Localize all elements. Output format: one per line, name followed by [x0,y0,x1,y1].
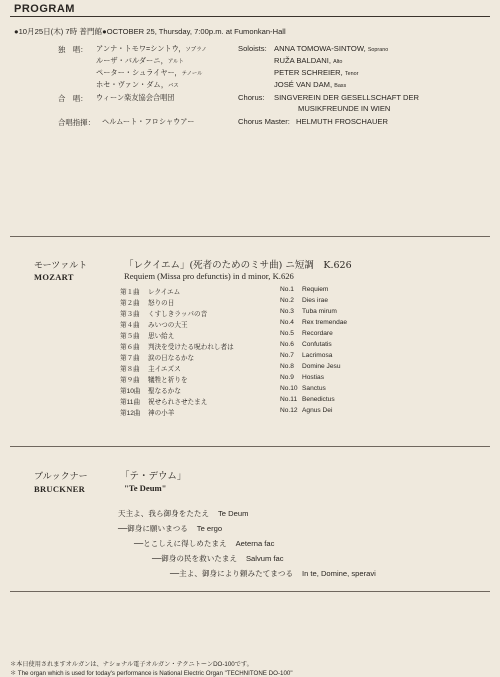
movement-label: 第３曲 [120,311,140,318]
movement-jp: みいつの大王 [148,322,188,329]
program-title: PROGRAM [14,3,75,15]
footer-note-jp: ＊本日使用されますオルガンは、ナショナル電子オルガン・テクニトーンDO-100です。 [10,661,253,668]
movement-name: Benedictus [302,396,335,403]
bruckner-title-en: "Te Deum" [124,483,167,493]
movement-jp: 判決を受けたる呪われし者は [148,344,234,351]
movement-jp: 神の小羊 [148,410,175,417]
te-deum-line: ──御身の民を救いたまえ Salvum fac [152,554,284,563]
movement-no: No.4 [280,319,294,326]
movement-jp: レクイエム [148,289,181,296]
chorus-master-jp: ヘルムート・フロシャウアー [102,117,195,126]
movement-jp: 聖なるかな [148,388,181,395]
movement-label: 第４曲 [120,322,140,329]
movement-jp: くすしきラッパの音 [148,311,208,318]
te-deum-line: ──御身に願いまつる Te ergo [118,524,223,533]
mozart-composer-jp: モーツァルト [34,261,88,271]
soloist-jp: ホセ・ヴァン・ダム，バス [96,80,179,89]
movement-name: Requiem [302,286,329,293]
movement-no: No.3 [280,308,294,315]
chorus-master-label-jp: 合唱指揮： [58,118,95,127]
chorus-label-en: Chorus: [238,93,265,102]
te-deum-line: ──主よ、御身により頼みたてまつる In te, Domine, speravi [170,569,376,578]
soloist-jp: アンナ・トモワ=シントウ，ソプラノ [96,44,207,53]
soloist-jp: ルーザ・バルダーニ，アルト [96,56,184,65]
movement-name: Sanctus [302,385,326,392]
footer-note-en: ＊ The organ which is used for today's performance is National Electric Organ "TECHNITONE DO-100" [10,670,293,677]
movement-jp: 怒りの日 [148,300,175,307]
movement-label: 第１曲 [120,289,140,296]
movement-jp: 主イエズス [148,366,181,373]
movement-no: No.1 [280,286,294,293]
movement-label: 第６曲 [120,344,140,351]
soloist-jp: ペーター・シュライヤー，テノール [96,68,203,77]
movement-label: 第９曲 [120,377,140,384]
section-divider [10,236,490,237]
soloist-en: ANNA TOMOWA-SINTOW, Soprano [274,44,389,53]
movement-name: Dies irae [302,297,329,304]
te-deum-line: ──とこしえに得しめたまえ Aeterna fac [134,539,275,548]
date-line: ●10月25日(木) 7時 普門館●OCTOBER 25, Thursday, 7:00p.m. at Fumonkan-Hall [14,27,286,36]
movement-label: 第12曲 [120,410,141,417]
mozart-title-jp: 「レクイエム」(死者のためのミサ曲) ニ短調 K.626 [124,260,352,271]
movement-jp: 涙の日なるかな [148,355,195,362]
soloists-label-jp: 独 唱： [58,45,88,54]
movement-no: No.5 [280,330,294,337]
movement-name: Confutatis [302,341,332,348]
mozart-title-en: Requiem (Missa pro defunctis) in d minor, K.626 [124,271,294,281]
movement-no: No.11 [280,396,298,403]
movement-jp: 犠牲と祈りを [148,377,188,384]
movement-no: No.6 [280,341,294,348]
section-divider [10,446,490,447]
bruckner-composer-en: BRUCKNER [34,484,86,494]
movement-jp: 思い給え [148,333,175,340]
mozart-composer-en: MOZART [34,272,74,282]
movement-no: No.10 [280,385,298,392]
movement-label: 第８曲 [120,366,140,373]
movement-label: 第５曲 [120,333,140,340]
soloists-label-en: Soloists: [238,44,267,53]
movement-name: Tuba mirum [302,308,337,315]
section-divider [10,591,490,592]
movement-no: No.8 [280,363,294,370]
chorus-master-en: HELMUTH FROSCHAUER [296,117,388,126]
soloist-en: JOSÉ VAN DAM, Bass [274,80,347,89]
movement-label: 第10曲 [120,388,141,395]
te-deum-line: 天主よ、我ら御身をたたえ Te Deum [118,509,249,518]
movement-name: Lacrimosa [302,352,333,359]
header-rule [10,16,490,17]
movement-jp: 祝せられさせたまえ [148,399,208,406]
soloist-en: PETER SCHREIER, Tenor [274,68,359,77]
movement-no: No.7 [280,352,294,359]
movement-no: No.12 [280,407,298,414]
chorus-en-line2: MUSIKFREUNDE IN WIEN [298,104,391,113]
movement-no: No.2 [280,297,294,304]
bruckner-composer-jp: ブルックナー [34,472,88,482]
soloist-en: RUŽA BALDANI, Alto [274,56,343,65]
chorus-master-label-en: Chorus Master: [238,117,290,126]
movement-name: Agnus Dei [302,407,333,414]
movement-label: 第11曲 [120,399,141,406]
chorus-jp: ウィーン楽友協会合唱団 [96,93,175,102]
bruckner-title-jp: 「テ・デウム」 [120,471,187,482]
movement-name: Hostias [302,374,324,381]
movement-no: No.9 [280,374,294,381]
chorus-label-jp: 合 唱： [58,94,88,103]
movement-name: Domine Jesu [302,363,341,370]
movement-name: Rex tremendae [302,319,348,326]
movement-label: 第２曲 [120,300,140,307]
movement-name: Recordare [302,330,333,337]
movement-label: 第７曲 [120,355,140,362]
chorus-en-line1: SINGVEREIN DER GESELLSCHAFT DER [274,93,420,102]
